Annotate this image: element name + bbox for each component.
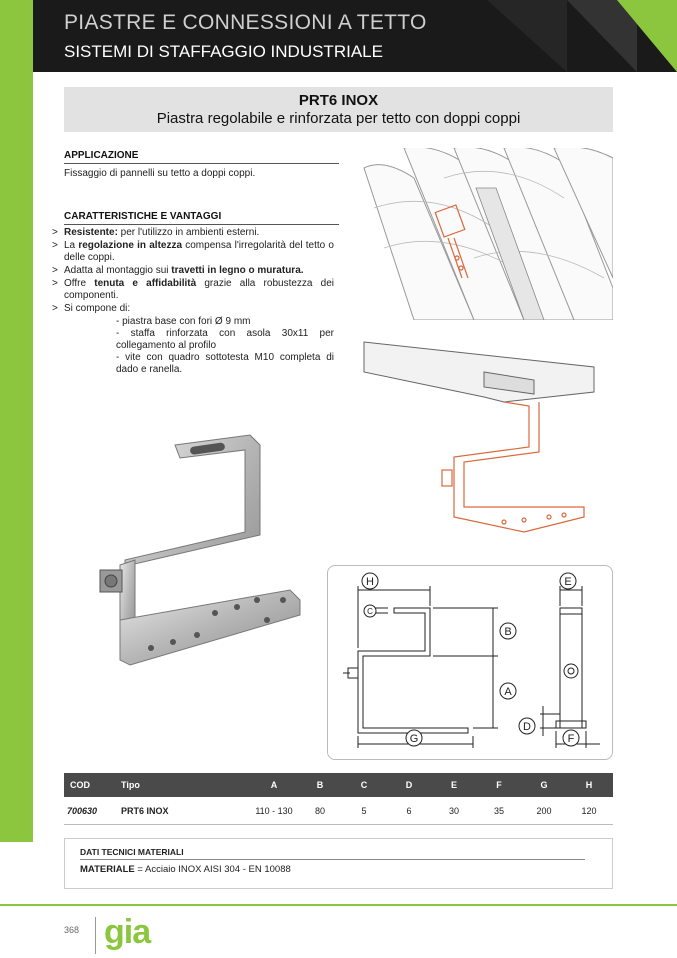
label-b: B bbox=[504, 626, 512, 638]
cell-h: 120 bbox=[581, 805, 597, 816]
component-item: - staffa rinforzata con asola 30x11 per collegamento al profilo bbox=[116, 328, 334, 351]
col-tipo: Tipo bbox=[121, 780, 140, 790]
col-e: E bbox=[450, 780, 457, 790]
product-photo bbox=[85, 420, 335, 720]
component-item: - piastra base con fori Ø 9 mm bbox=[116, 316, 251, 327]
product-code: PRT6 INOX bbox=[298, 92, 379, 109]
col-c: C bbox=[360, 780, 368, 790]
header-title: PIASTRE E CONNESSIONI A TETTO bbox=[64, 11, 427, 34]
col-b: B bbox=[316, 780, 324, 790]
product-title-box bbox=[64, 87, 613, 132]
feature-item: > Resistente: per l'utilizzo in ambienti esterni. bbox=[52, 227, 260, 238]
table-row bbox=[64, 797, 613, 825]
cell-g: 200 bbox=[536, 805, 552, 816]
left-accent-bar bbox=[0, 0, 33, 842]
label-a: A bbox=[504, 686, 512, 698]
header-subtitle: SISTEMI DI STAFFAGGIO INDUSTRIALE bbox=[64, 42, 383, 61]
col-a: A bbox=[270, 780, 278, 790]
label-c: C bbox=[367, 607, 373, 616]
col-f: F bbox=[496, 780, 502, 790]
tech-material-label: MATERIALE bbox=[80, 864, 135, 875]
cell-tipo: PRT6 INOX bbox=[121, 805, 169, 816]
col-h: H bbox=[585, 780, 593, 790]
cell-cod: 700630 bbox=[67, 805, 98, 816]
page-number: 368 bbox=[64, 925, 80, 935]
caratteristiche-heading: CARATTERISTICHE E VANTAGGI bbox=[64, 211, 339, 225]
tech-data-box bbox=[64, 838, 613, 889]
cell-d: 6 bbox=[406, 805, 412, 816]
feature-item: > La regolazione in altezza compensa l'irregolarità del tetto o delle coppi. bbox=[52, 240, 334, 263]
technical-drawing bbox=[327, 565, 613, 760]
label-h: H bbox=[366, 576, 374, 588]
features-list bbox=[52, 227, 334, 376]
page-header bbox=[33, 0, 677, 72]
col-cod: COD bbox=[70, 780, 90, 790]
applicazione-heading: APPLICAZIONE bbox=[64, 150, 339, 164]
cell-c: 5 bbox=[361, 805, 367, 816]
gia-logo: gia bbox=[104, 913, 151, 951]
label-g: G bbox=[409, 733, 419, 745]
label-d: D bbox=[523, 721, 531, 733]
label-e: E bbox=[564, 576, 572, 588]
roof-illustration bbox=[354, 148, 613, 320]
col-g: G bbox=[540, 780, 548, 790]
tech-material-value: = Acciaio INOX AISI 304 - EN 10088 bbox=[134, 864, 291, 875]
applicazione-text: Fissaggio di pannelli su tetto a doppi coppi. bbox=[64, 168, 256, 179]
feature-item: > Si compone di: bbox=[52, 303, 131, 314]
feature-item: > Adatta al montaggio sui travetti in legno o muratura. bbox=[52, 265, 304, 276]
label-f: F bbox=[567, 733, 575, 745]
tech-material bbox=[80, 864, 291, 875]
tech-heading: DATI TECNICI MATERIALI bbox=[80, 847, 585, 860]
cell-b: 80 bbox=[314, 805, 325, 816]
cell-f: 35 bbox=[493, 805, 504, 816]
bracket-on-profile-illustration bbox=[354, 332, 613, 554]
product-name: Piastra regolabile e rinforzata per tetto con doppi coppi bbox=[156, 110, 521, 127]
component-item: - vite con quadro sottotesta M10 completa di dado e ranella. bbox=[116, 352, 334, 375]
feature-item: > Offre tenuta e affidabilità grazie alla robustezza dei componenti. bbox=[52, 278, 334, 301]
table-header bbox=[64, 773, 613, 797]
cell-a: 110 - 130 bbox=[255, 805, 293, 816]
components-list bbox=[116, 316, 334, 376]
col-d: D bbox=[405, 780, 413, 790]
footer-line bbox=[0, 904, 677, 906]
footer-separator bbox=[95, 917, 96, 954]
cell-e: 30 bbox=[448, 805, 459, 816]
